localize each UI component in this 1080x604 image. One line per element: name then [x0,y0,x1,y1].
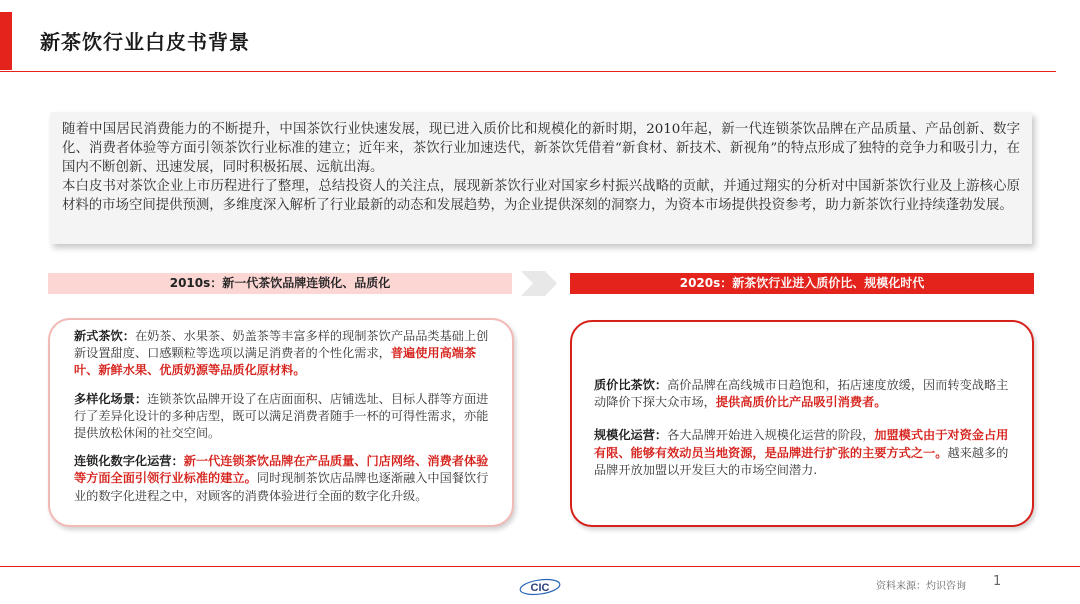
item-tail: 越来越多的品牌开放加盟以开发巨大的市场空间潜力. [594,445,1009,477]
item-highlight: 新一代连锁茶饮品牌在产品质量、门店网络、消费者体验等方面全面引领行业标准的建立。 [74,454,489,486]
item-highlight: 普遍使用高端茶叶、新鲜水果、优质奶源等品质化原材料。 [74,346,477,378]
item-text: 连锁茶饮品牌开设了在店面面积、店铺选址、目标人群等方面进行了差异化设计的多种店型，既可以满足消费者随手一杯的可得性需求，亦能提供放松休闲的社交空间。 [74,391,489,441]
era-2020s-heading: 2020s：新茶饮行业进入质价比、规模化时代 [570,273,1034,294]
chevron-right-icon [521,271,557,296]
item-highlight: 加盟模式由于对资金占用有限、能够有效动员当地资源，是品牌进行扩张的主要方式之一。 [594,428,1009,460]
list-item [74,453,498,505]
intro-paragraph-1: 随着中国居民消费能力的不断提升，中国茶饮行业快速发展，现已进入质价比和规模化的新时期，2010年起，新一代连锁茶饮品牌在产品质量、产品创新、数字化、消费者体验等方面引领茶饮行业标准的建立；近年来，茶饮行业加速迭代，新茶饮凭借着“新食材、新技术、新视角”的特点形成了独特的竞争力和吸引力，在国内不断创新、迅速发展，同时积极拓展、远航出海。 [62,122,1020,175]
item-label: 多样化场景： [74,391,148,406]
list-item [594,377,1016,411]
item-label: 连锁化数字化运营： [74,454,184,469]
intro-box [50,112,1032,244]
title-divider [0,71,1056,72]
era-2010s-heading: 2010s：新一代茶饮品牌连锁化、品质化 [48,273,512,294]
title-accent-bar [0,12,12,70]
page-number: 1 [993,574,1002,589]
era-2020s-card [570,320,1034,527]
item-highlight: 提供高质价比产品吸引消费者。 [715,395,887,410]
footer-divider [0,566,1080,567]
list-item [74,391,498,443]
item-label: 新式茶饮： [74,329,135,343]
item-text: 在奶茶、水果茶、奶盖茶等丰富多样的现制茶饮产品品类基础上创新设置甜度、口感颗粒等选项以满足消费者的个性化需求， [74,329,489,361]
list-item [74,328,498,380]
item-text: 高价品牌在高线城市日趋饱和，拓店速度放缓，因而转变战略主动降价下探大众市场， [594,378,1009,410]
source-note: 资料来源：灼识咨询 [876,581,966,592]
list-item [594,427,1016,479]
item-tail: 同时现制茶饮店品牌也逐渐融入中国餐饮行业的数字化进程之中，对顾客的消费体验进行全面的数字化升级。 [74,471,489,503]
logo-text: CIC [530,582,550,594]
item-label: 质价比茶饮： [594,378,668,392]
page-title: 新茶饮行业白皮书背景 [40,30,250,54]
era-2010s-card [48,318,514,527]
intro-paragraph-2: 本白皮书对茶饮企业上市历程进行了整理，总结投资人的关注点，展现新茶饮行业对国家乡村振兴战略的贡献，并通过翔实的分析对中国新茶饮行业及上游核心原材料的市场空间提供预测，多维度深入解析了行业最新的动态和发展趋势，为企业提供深刻的洞察力，为资本市场提供投资参考，助力新茶饮行业持续蓬勃发展。 [62,179,1020,213]
item-label: 规模化运营： [594,428,668,443]
item-text: 各大品牌开始进入规模化运营的阶段， [667,428,875,443]
cic-logo [518,576,562,598]
